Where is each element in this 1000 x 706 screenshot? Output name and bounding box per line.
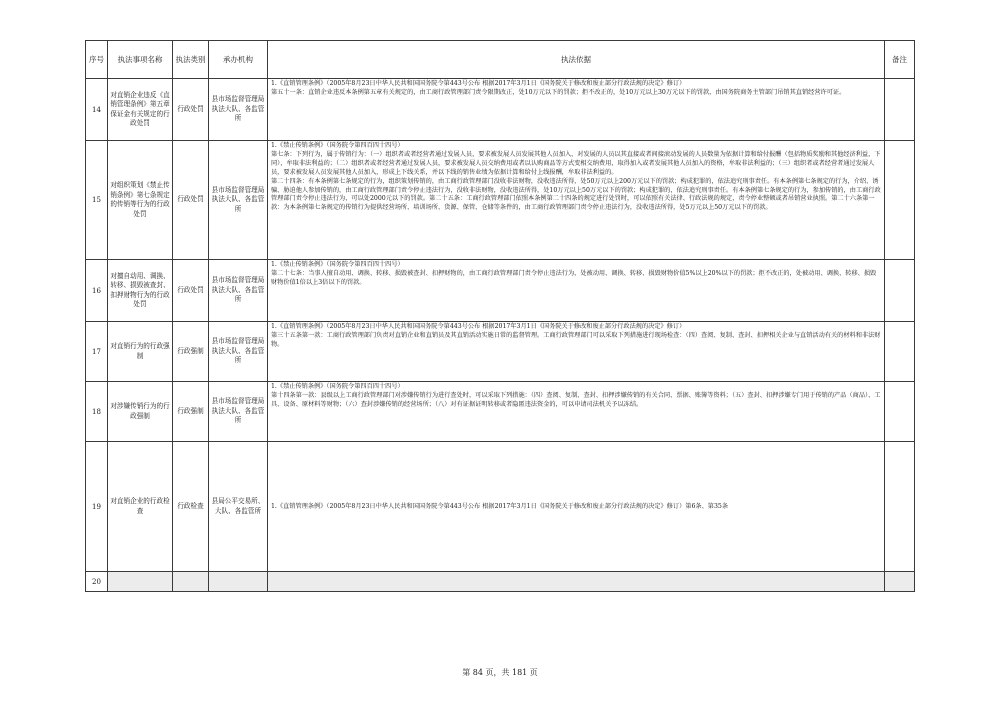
row-item-name: 对涉嫌传销行为的行政强制 [108, 382, 173, 442]
row-item-name: 对直销行为的行政强制 [108, 322, 173, 382]
row-remark [885, 442, 915, 572]
basis-line: 1.《直销管理条例》（2005年8月23日中华人民共和国国务院令第443号公布 根据2017年3月1日《国务院关于修改和废止部分行政法规的决定》修订）第6条、第35条 [271, 502, 729, 510]
row-basis [268, 322, 885, 382]
row-seq: 19 [86, 442, 108, 572]
row-remark [885, 79, 915, 141]
header-remark: 备注 [885, 41, 915, 79]
row-seq: 20 [86, 572, 108, 592]
row-basis [268, 79, 885, 141]
basis-line: 第七条：下列行为，属于传销行为：（一）组织者或者经营者通过发展人员，要求被发展人员发展其他人员加入，对发展的人员以其直接或者间接滚动发展的人员数量为依据计算和给付报酬（包括物质奖励和其他经济利益，下同），牟取非法利益的；（二）组织者或者经营者通过发展人员，要求被发展人员交纳费用或者以认购商品等方式变相交纳费用，取得加入或者发展其他人员加入的资格，牟取非法利益的；（三）组织者或者经营者通过发展人员，要求被发展人员发展其他人员加入，形成上下线关系，并以下线的销售业绩为依据计算和给付上线报酬，牟取非法利益的。 [271, 150, 881, 176]
row-seq: 17 [86, 322, 108, 382]
row-category: 行政处罚 [173, 141, 209, 260]
basis-line: 1.《禁止传销条例》（国务院令第四百四十四号） [271, 383, 404, 390]
header-agency: 承办机构 [209, 41, 268, 79]
row-remark [885, 382, 915, 442]
row-basis [268, 442, 885, 572]
row-item-name [108, 572, 173, 592]
table-row [86, 442, 915, 572]
row-category: 行政检查 [173, 442, 209, 572]
row-agency: 县市场监督管理局执法大队、各监管所 [209, 382, 268, 442]
row-item-name: 对直销企业的行政检查 [108, 442, 173, 572]
basis-line: 第二十七条：当事人擅自动用、调换、转移、损毁被查封、扣押财物的，由工商行政管理部门责令停止违法行为，处被动用、调换、转移、损毁财物价值5%以上20%以下的罚款；拒不改正的，处被动用、调换、转移、损毁财物价值1倍以上3倍以下的罚款。 [271, 269, 877, 286]
table-row [86, 572, 915, 592]
page-footer: 第 84 页，共 181 页 [462, 668, 538, 677]
table-row [86, 141, 915, 260]
header-basis: 执法依据 [268, 41, 885, 79]
header-seq: 序号 [86, 41, 108, 79]
row-agency: 县市场监督管理局执法大队、各监管所 [209, 141, 268, 260]
table-row [86, 260, 915, 322]
basis-line: 1.《禁止传销条例》（国务院令第四百四十四号） [271, 142, 404, 149]
row-remark [885, 572, 915, 592]
row-agency: 县市场监督管理局执法大队、各监管所 [209, 79, 268, 141]
row-category: 行政强制 [173, 322, 209, 382]
basis-line: 第十四条第一款：县级以上工商行政管理部门对涉嫌传销行为进行查处时，可以采取下列措施：（四）查阅、复制、查封、扣押涉嫌传销的有关合同、票据、账簿等资料；（五）查封、扣押涉嫌专门用于传销的产品（商品）、工具、设备、原材料等财物；（六）查封涉嫌传销的经营场所；（八）对有证据证明转移或者隐匿违法资金的，可以申请司法机关予以冻结。 [271, 391, 881, 408]
basis-line: 第五十一条：直销企业违反本条例第五章有关规定的，由工商行政管理部门责令限期改正，处10万元以下的罚款；拒不改正的，处10万元以上30万元以下的罚款，由国务院商务主管部门吊销其直销经营许可证。 [271, 88, 846, 96]
row-item-name: 对擅自动用、调换、转移、损毁被查封、扣押财物行为的行政处罚 [108, 260, 173, 322]
enforcement-table [85, 40, 915, 592]
row-basis [268, 382, 885, 442]
row-category: 行政处罚 [173, 79, 209, 141]
table-row [86, 382, 915, 442]
row-item-name: 对组织策划《禁止传销条例》第七条规定的传销等行为的行政处罚 [108, 141, 173, 260]
row-remark [885, 322, 915, 382]
row-seq: 16 [86, 260, 108, 322]
row-remark [885, 260, 915, 322]
header-item: 执法事项名称 [108, 41, 173, 79]
row-basis [268, 572, 885, 592]
row-basis [268, 260, 885, 322]
row-category: 行政处罚 [173, 260, 209, 322]
row-agency: 县局公平交易所、大队、各监管所 [209, 442, 268, 572]
row-item-name: 对直销企业违反《直销管理条例》第五章保证金有关规定的行政处罚 [108, 79, 173, 141]
header-row [86, 41, 915, 79]
table-row [86, 322, 915, 382]
basis-line: 第二十四条：有本条例第七条规定的行为，组织策划传销的，由工商行政管理部门没收非法财物，没收违法所得，处50万元以上200万元以下的罚款；构成犯罪的，依法追究刑事责任。有本条例第七条规定的行为，介绍、诱骗、胁迫他人参加传销的，由工商行政管理部门责令停止违法行为，没收非法财物，没收违法所得，处10万元以上50万元以下的罚款；构成犯罪的，依法追究刑事责任。有本条例第七条规定的行为，参加传销的，由工商行政管理部门责令停止违法行为，可以处2000元以下的罚款。第二十五条：工商行政管理部门依照本条例第二十四条的规定进行处罚时，可以依照有关法律、行政法规的规定，责令停业整顿或者吊销营业执照。第二十六条第一款：为本条例第七条规定的传销行为提供经营场所、培训场所、货源、保管、仓储等条件的，由工商行政管理部门责令停止违法行为，没收违法所得，处5万元以上50万元以下的罚款。 [271, 177, 881, 212]
row-seq: 18 [86, 382, 108, 442]
row-agency: 县市场监督管理局执法大队、各监管所 [209, 260, 268, 322]
row-category [173, 572, 209, 592]
table-row [86, 79, 915, 141]
row-remark [885, 141, 915, 260]
row-category: 行政强制 [173, 382, 209, 442]
basis-line: 1.《直销管理条例》（2005年8月23日中华人民共和国国务院令第443号公布 根据2017年3月1日《国务院关于修改和废止部分行政法规的决定》修订） [271, 80, 686, 87]
row-basis [268, 141, 885, 260]
basis-line: 1.《直销管理条例》（2005年8月23日中华人民共和国国务院令第443号公布 根据2017年3月1日《国务院关于修改和废止部分行政法规的决定》修订） [271, 323, 686, 330]
row-agency [209, 572, 268, 592]
row-seq: 15 [86, 141, 108, 260]
header-category: 执法类别 [173, 41, 209, 79]
basis-line: 1.《禁止传销条例》（国务院令第四百四十四号） [271, 261, 404, 268]
row-agency: 县市场监督管理局执法大队、各监管所 [209, 322, 268, 382]
row-seq: 14 [86, 79, 108, 141]
basis-line: 第三十五条第一款：工商行政管理部门负责对直销企业和直销员及其直销活动实施日常的监督管理。工商行政管理部门可以采取下列措施进行现场检查：（四）查阅、复制、查封、扣押相关企业与直销活动有关的材料和非法财物。 [271, 331, 881, 348]
